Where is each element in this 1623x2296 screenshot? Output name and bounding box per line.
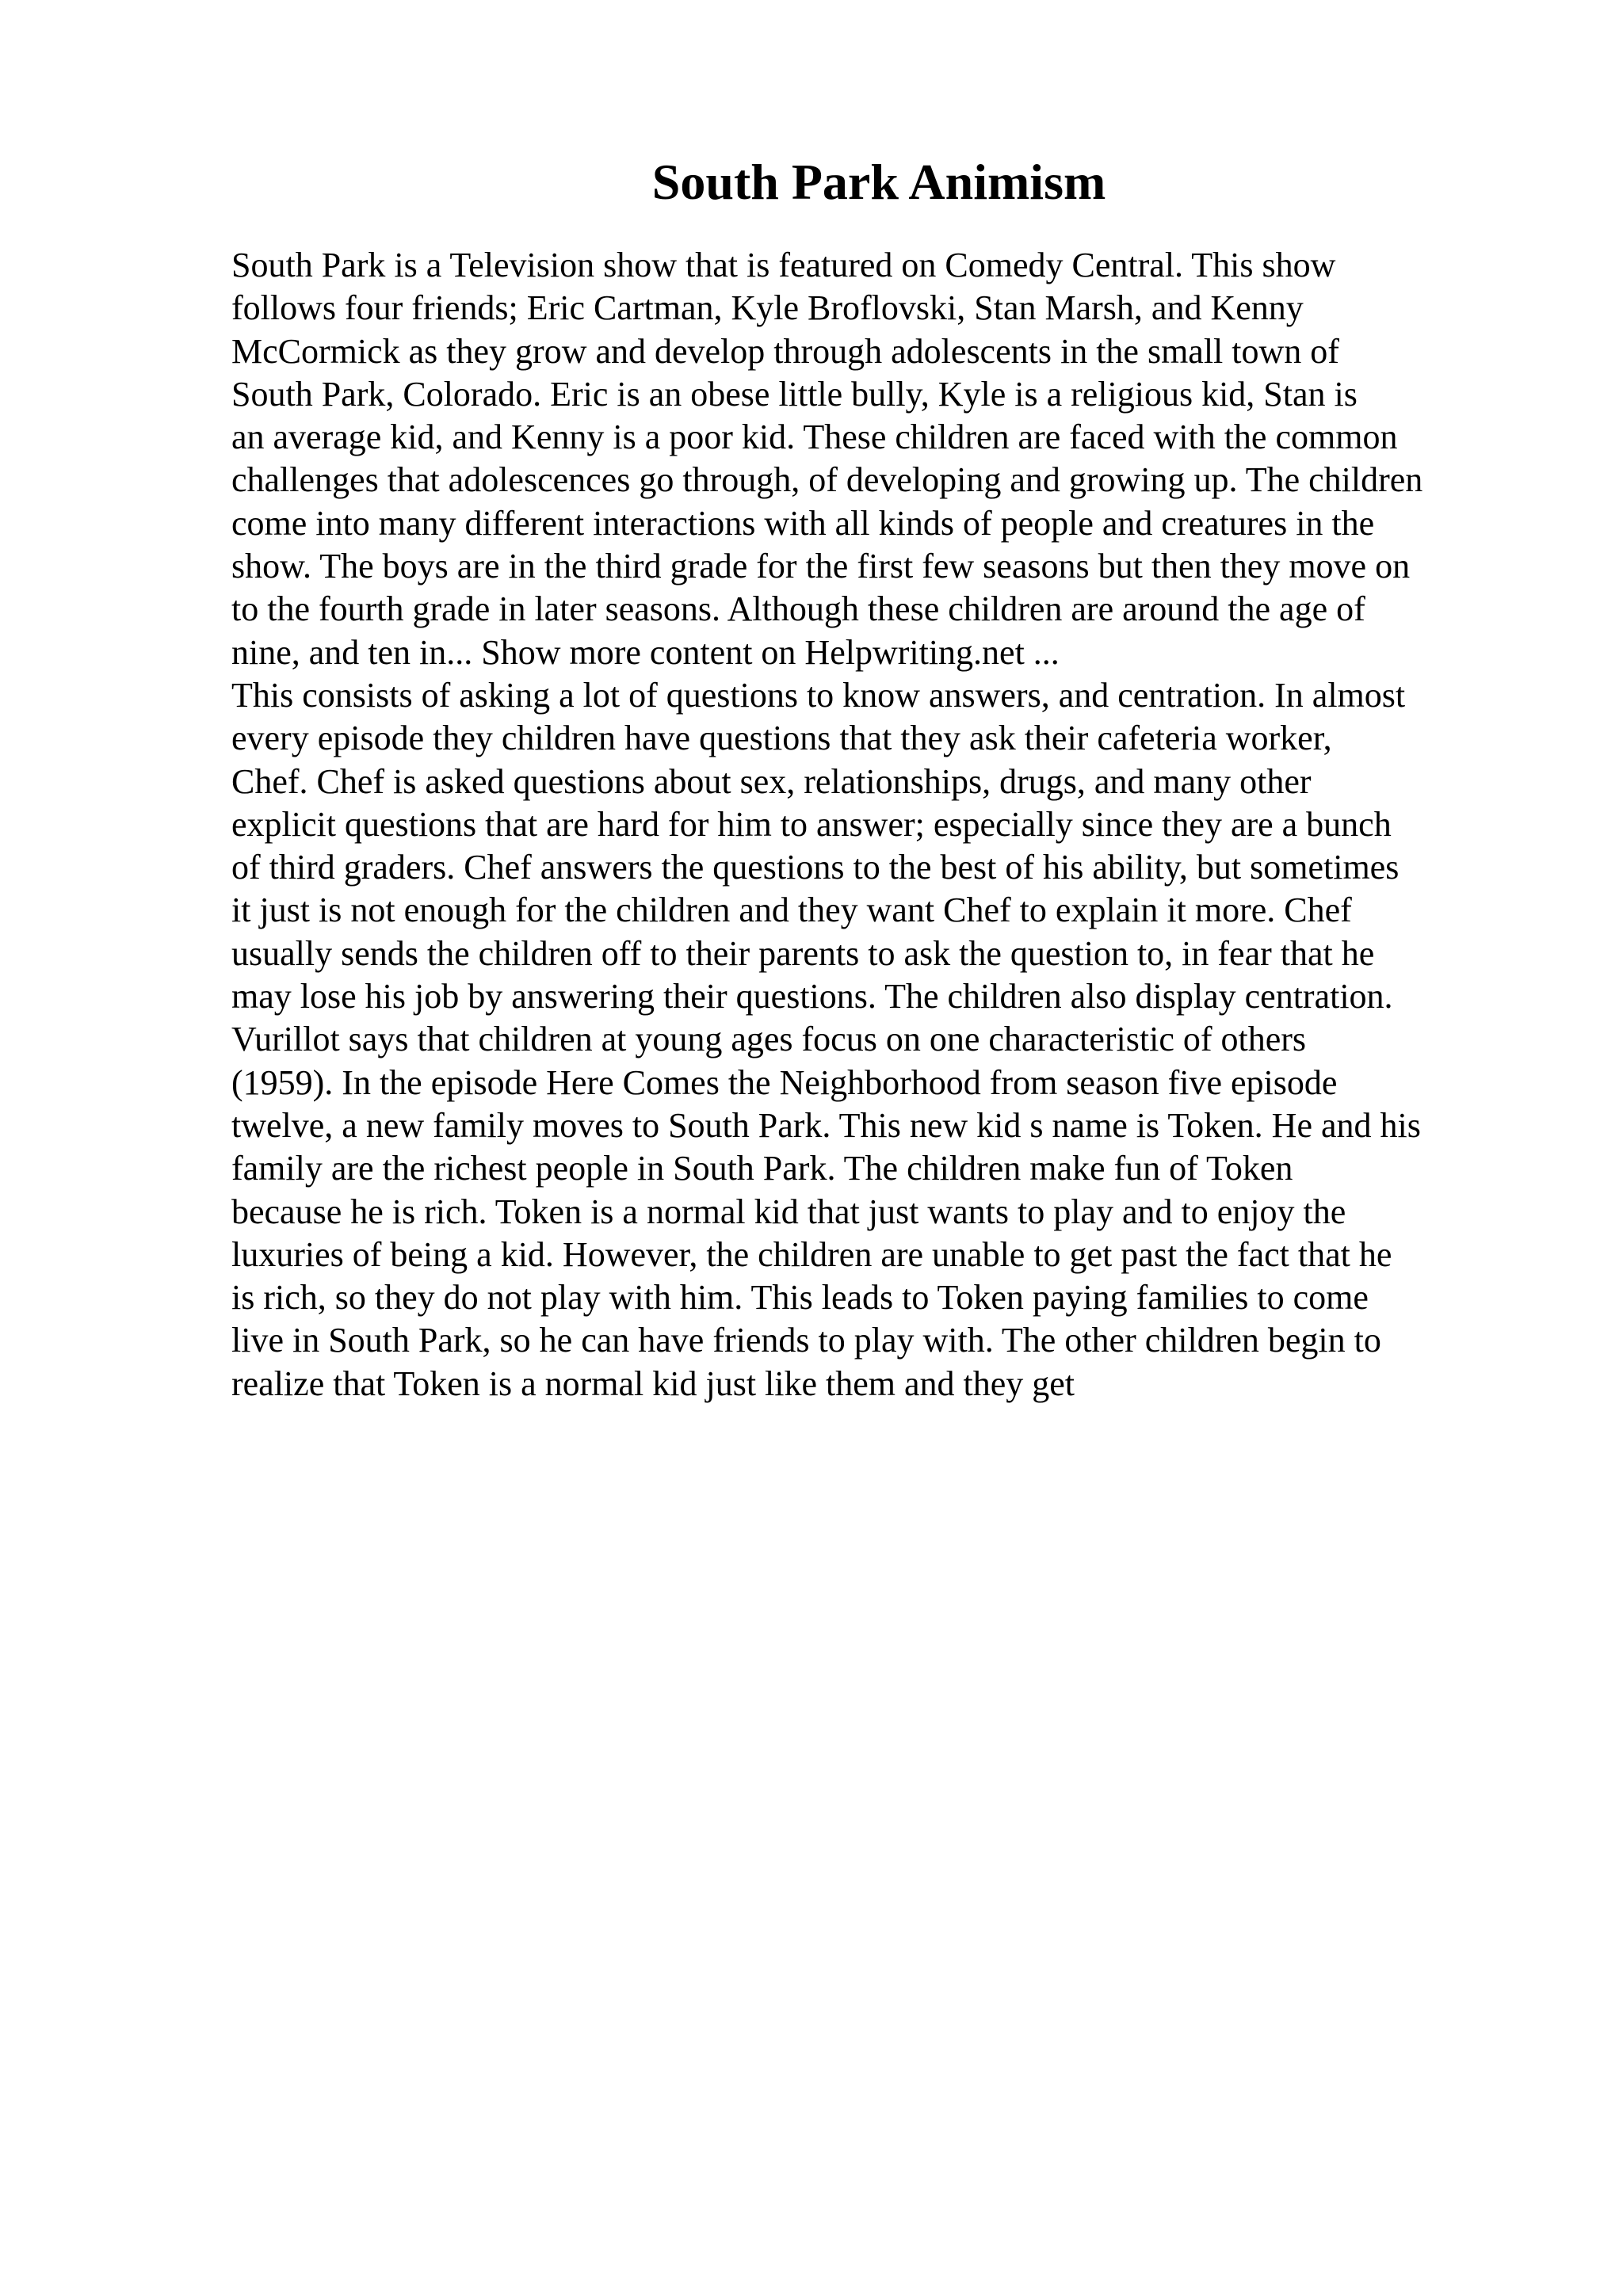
body-line: McCormick as they grow and develop through adolescents in the small town of	[231, 331, 1339, 371]
body-line: realize that Token is a normal kid just like them and they get	[231, 1363, 1075, 1403]
body-line: is rich, so they do not play with him. This leads to Token paying families to come	[231, 1278, 1369, 1318]
body-line: usually sends the children off to their parents to ask the question to, in fear that he	[231, 933, 1375, 973]
body-line: every episode they children have questions that they ask their cafeteria worker,	[231, 719, 1332, 758]
body-line: come into many different interactions with all kinds of people and creatures in the	[231, 503, 1375, 543]
body-line: luxuries of being a kid. However, the children are unable to get past the fact that he	[231, 1234, 1392, 1274]
document-body	[231, 244, 1515, 1405]
body-line: may lose his job by answering their questions. The children also display centration.	[231, 977, 1393, 1016]
body-line: follows four friends; Eric Cartman, Kyle Broflovski, Stan Marsh, and Kenny	[231, 288, 1304, 328]
body-line: (1959). In the episode Here Comes the Neighborhood from season five episode	[231, 1062, 1338, 1102]
body-line: it just is not enough for the children and they want Chef to explain it more. Chef	[231, 891, 1352, 930]
body-line: family are the richest people in South Park. The children make fun of Token	[231, 1149, 1293, 1188]
body-line: South Park is a Television show that is featured on Comedy Central. This show	[231, 246, 1336, 284]
body-line: of third graders. Chef answers the questions to the best of his ability, but sometimes	[231, 848, 1400, 887]
body-line: Chef. Chef is asked questions about sex, relationships, drugs, and many other	[231, 761, 1312, 801]
body-line: twelve, a new family moves to South Park. This new kid s name is Token. He and his	[231, 1105, 1421, 1145]
body-line: show. The boys are in the third grade for the first few seasons but then they move on	[231, 547, 1411, 586]
body-line: challenges that adolescences go through, of developing and growing up. The children	[231, 460, 1423, 500]
body-line: This consists of asking a lot of questions to know answers, and centration. In almost	[231, 675, 1406, 715]
body-line: an average kid, and Kenny is a poor kid. These children are faced with the common	[231, 418, 1398, 457]
body-line: explicit questions that are hard for him to answer; especially since they are a bunch	[231, 804, 1392, 844]
document-title: South Park Animism	[651, 154, 1106, 210]
body-line: because he is rich. Token is a normal kid that just wants to play and to enjoy the	[231, 1192, 1346, 1231]
body-line: Vurillot says that children at young ages focus on one characteristic of others	[231, 1020, 1307, 1059]
body-line: nine, and ten in... Show more content on Helpwriting.net ...	[231, 632, 1060, 672]
body-line: live in South Park, so he can have friends to play with. The other children begin to	[231, 1321, 1381, 1360]
body-line: to the fourth grade in later seasons. Although these children are around the age of	[231, 589, 1365, 629]
body-line: South Park, Colorado. Eric is an obese little bully, Kyle is a religious kid, Stan is	[231, 374, 1358, 414]
